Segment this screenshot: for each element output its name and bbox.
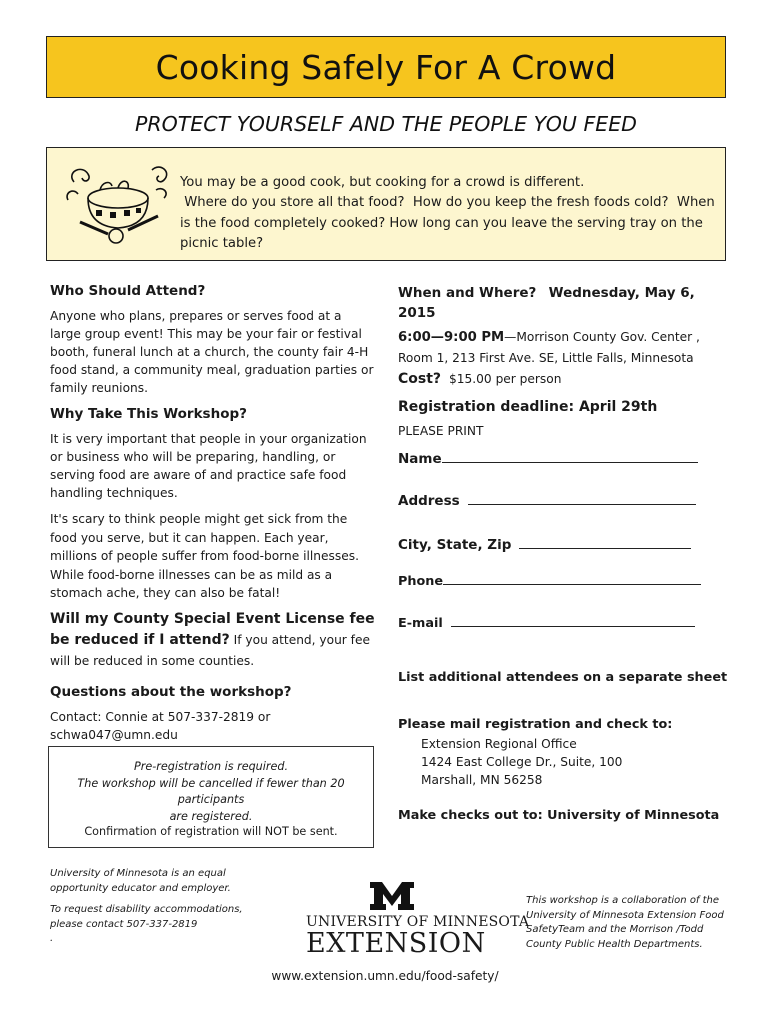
event-time-location bbox=[398, 327, 718, 368]
website-link[interactable]: www.extension.umn.edu/food-safety/ bbox=[271, 969, 499, 983]
intro-line: is the food completely cooked? How long can you leave the serving tray on the bbox=[180, 215, 703, 231]
event-year: 2015 bbox=[398, 305, 436, 321]
checks-payable: Make checks out to: University of Minnesota bbox=[398, 808, 720, 823]
extension-wordmark: EXTENSION bbox=[306, 928, 486, 959]
email-label: E-mail bbox=[398, 616, 443, 631]
equal-opportunity bbox=[50, 867, 270, 896]
city-blank[interactable] bbox=[519, 536, 691, 549]
intro-line: Where do you store all that food? How do you keep the fresh foods cold? When bbox=[180, 195, 715, 211]
email-field[interactable] bbox=[398, 614, 718, 631]
title-banner bbox=[46, 36, 726, 98]
license-section bbox=[50, 609, 376, 672]
phone-field[interactable] bbox=[398, 572, 718, 589]
university-name: UNIVERSITY OF MINNESOTA bbox=[306, 914, 530, 930]
license-heading: Will my County Special Event License fee be reduced if I attend? bbox=[50, 611, 375, 648]
disability-dot: . bbox=[50, 933, 54, 944]
who-heading: Who Should Attend? bbox=[50, 283, 206, 299]
address-field[interactable] bbox=[398, 492, 718, 509]
disability-line: please contact 507-337-2819 bbox=[50, 918, 198, 930]
cost-line bbox=[398, 371, 718, 387]
mail-line: Marshall, MN 56258 bbox=[421, 773, 543, 787]
email-blank[interactable] bbox=[451, 614, 695, 627]
contact-line: Contact: Connie at 507-337-2819 or bbox=[50, 710, 271, 724]
why-heading: Why Take This Workshop? bbox=[50, 406, 247, 422]
contact-email: schwa047@umn.edu bbox=[50, 728, 178, 742]
collab-line: University of Minnesota Extension Food bbox=[526, 909, 724, 921]
mail-address bbox=[421, 735, 622, 789]
collaboration-note bbox=[526, 894, 746, 952]
intro-line: picnic table? bbox=[180, 236, 264, 252]
collab-line: County Public Health Departments. bbox=[526, 938, 703, 950]
who-body: Anyone who plans, prepares or serves food at a large group event! This may be your fair or festival booth, funeral lunch at a church, the county fair 4-H food stand, a community meal, graduation parties or family reunions. bbox=[50, 309, 374, 395]
when-where bbox=[398, 283, 718, 323]
city-label: City, State, Zip bbox=[398, 537, 512, 553]
preregistration-note bbox=[49, 759, 373, 825]
why-body-2: It's scary to think people might get sick from the food you serve, but it can happen. Each year, millions of people suffer from food-borne illnesses. While food-borne illnesses can be as mild as a stomach ache, they can also be fatal! bbox=[50, 512, 359, 600]
event-date: Wednesday, May 6, bbox=[548, 285, 695, 301]
event-time: 6:00—9:00 PM bbox=[398, 330, 505, 345]
university-m-logo-icon bbox=[368, 880, 416, 912]
collab-line: This workshop is a collaboration of the bbox=[526, 895, 720, 906]
address-blank[interactable] bbox=[468, 492, 696, 505]
why-body-1: It is very important that people in your organization or business who will be preparing, handling, or serving food are aware of and practice safe food handling techniques. bbox=[50, 432, 367, 500]
cooking-pot-icon bbox=[60, 160, 175, 250]
mail-heading: Please mail registration and check to: bbox=[398, 717, 673, 732]
event-address: Room 1, 213 First Ave. SE, Little Falls, Minnesota bbox=[398, 351, 694, 365]
license-body: If you attend, your fee will be reduced in some counties. bbox=[50, 633, 370, 668]
mail-line: Extension Regional Office bbox=[421, 737, 577, 751]
disability-accommodations bbox=[50, 903, 270, 947]
mail-line: 1424 East College Dr., Suite, 100 bbox=[421, 755, 623, 769]
phone-blank[interactable] bbox=[443, 572, 701, 585]
phone-label: Phone bbox=[398, 574, 444, 589]
address-label: Address bbox=[398, 493, 460, 509]
intro-text bbox=[180, 173, 715, 255]
page-title: Cooking Safely For A Crowd bbox=[155, 47, 617, 87]
questions-heading: Questions about the workshop? bbox=[50, 684, 292, 700]
preregistration-box bbox=[48, 746, 374, 848]
prereg-line: The workshop will be cancelled if fewer than 20 participants bbox=[77, 776, 345, 806]
cost-label: Cost? bbox=[398, 371, 442, 387]
eo-line: University of Minnesota is an equal bbox=[50, 868, 226, 879]
name-blank[interactable] bbox=[442, 450, 698, 463]
prereg-line: are registered. bbox=[169, 809, 253, 823]
page-subtitle: PROTECT YOURSELF AND THE PEOPLE YOU FEED bbox=[135, 112, 637, 136]
prereg-line: Pre-registration is required. bbox=[133, 760, 289, 773]
name-field[interactable] bbox=[398, 450, 718, 467]
event-location: —Morrison County Gov. Center , bbox=[504, 330, 700, 344]
additional-attendees: List additional attendees on a separate sheet bbox=[398, 670, 728, 685]
when-heading: When and Where? bbox=[398, 285, 537, 301]
collab-line: SafetyTeam and the Morrison /Todd bbox=[526, 924, 704, 935]
confirmation-note: Confirmation of registration will NOT be sent. bbox=[84, 825, 338, 838]
registration-deadline: Registration deadline: April 29th bbox=[398, 399, 658, 415]
disability-line: To request disability accommodations, bbox=[50, 904, 243, 915]
please-print: PLEASE PRINT bbox=[398, 424, 484, 438]
intro-line: You may be a good cook, but cooking for a crowd is different. bbox=[180, 175, 585, 190]
eo-line: opportunity educator and employer. bbox=[50, 882, 231, 894]
cost-value: $15.00 per person bbox=[449, 372, 562, 386]
city-state-zip-field[interactable] bbox=[398, 536, 718, 553]
name-label: Name bbox=[398, 451, 442, 467]
